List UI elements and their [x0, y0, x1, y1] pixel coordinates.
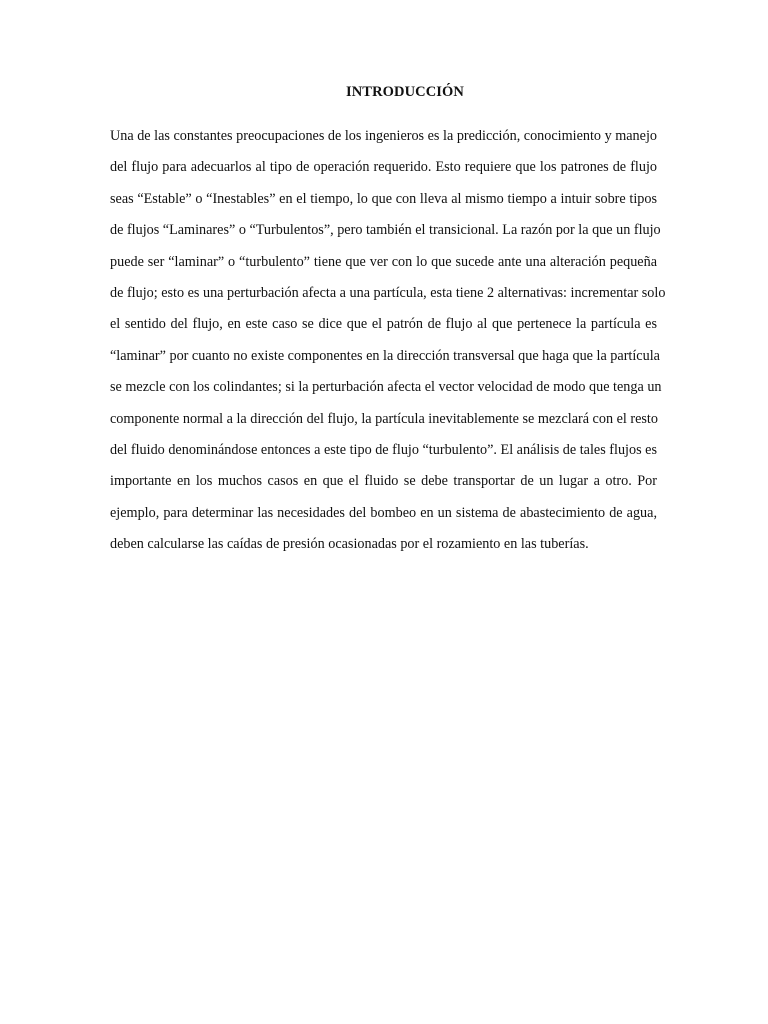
paragraph-line: Una de las constantes preocupaciones de los ingenieros es la predicción, conocimiento y manejo — [110, 128, 657, 144]
paragraph-line: del fluido denominándose entonces a este tipo de flujo “turbulento”. El análisis de tales flujos es — [110, 442, 657, 459]
paragraph-line: importante en los muchos casos en que el fluido se debe transportar de un lugar a otro. Por — [110, 473, 657, 490]
paragraph-line: del flujo para adecuarlos al tipo de operación requerido. Esto requiere que los patrones de flujo — [110, 159, 657, 176]
paragraph-line: deben calcularse las caídas de presión ocasionadas por el rozamiento en las tuberías. — [110, 536, 589, 553]
paragraph-line: “laminar” por cuanto no existe componentes en la dirección transversal que haga que la partícula — [110, 347, 660, 364]
paragraph-line: de flujo; esto es una perturbación afecta a una partícula, esta tiene 2 alternativas: incrementar solo — [110, 285, 666, 302]
body-paragraph — [110, 121, 666, 561]
paragraph-line: se mezcle con los colindantes; si la perturbación afecta el vector velocidad de modo que tenga un — [110, 379, 662, 396]
paragraph-line: de flujos “Laminares” o “Turbulentos”, pero también el transicional. La razón por la que un flujo — [110, 222, 661, 239]
paragraph-line: ejemplo, para determinar las necesidades del bombeo en un sistema de abastecimiento de agua, — [110, 504, 657, 521]
page-title: INTRODUCCIÓN — [345, 84, 464, 100]
paragraph-line: seas “Estable” o “Inestables” en el tiempo, lo que con lleva al mismo tiempo a intuir sobre tipos — [110, 190, 657, 207]
paragraph-line: el sentido del flujo, en este caso se dice que el patrón de flujo al que pertenece la partícula es — [110, 316, 657, 333]
paragraph-line: componente normal a la dirección del flujo, la partícula inevitablemente se mezclará con el resto — [110, 410, 658, 427]
paragraph-line: puede ser “laminar” o “turbulento” tiene que ver con lo que sucede ante una alteración pequeña — [110, 253, 657, 270]
